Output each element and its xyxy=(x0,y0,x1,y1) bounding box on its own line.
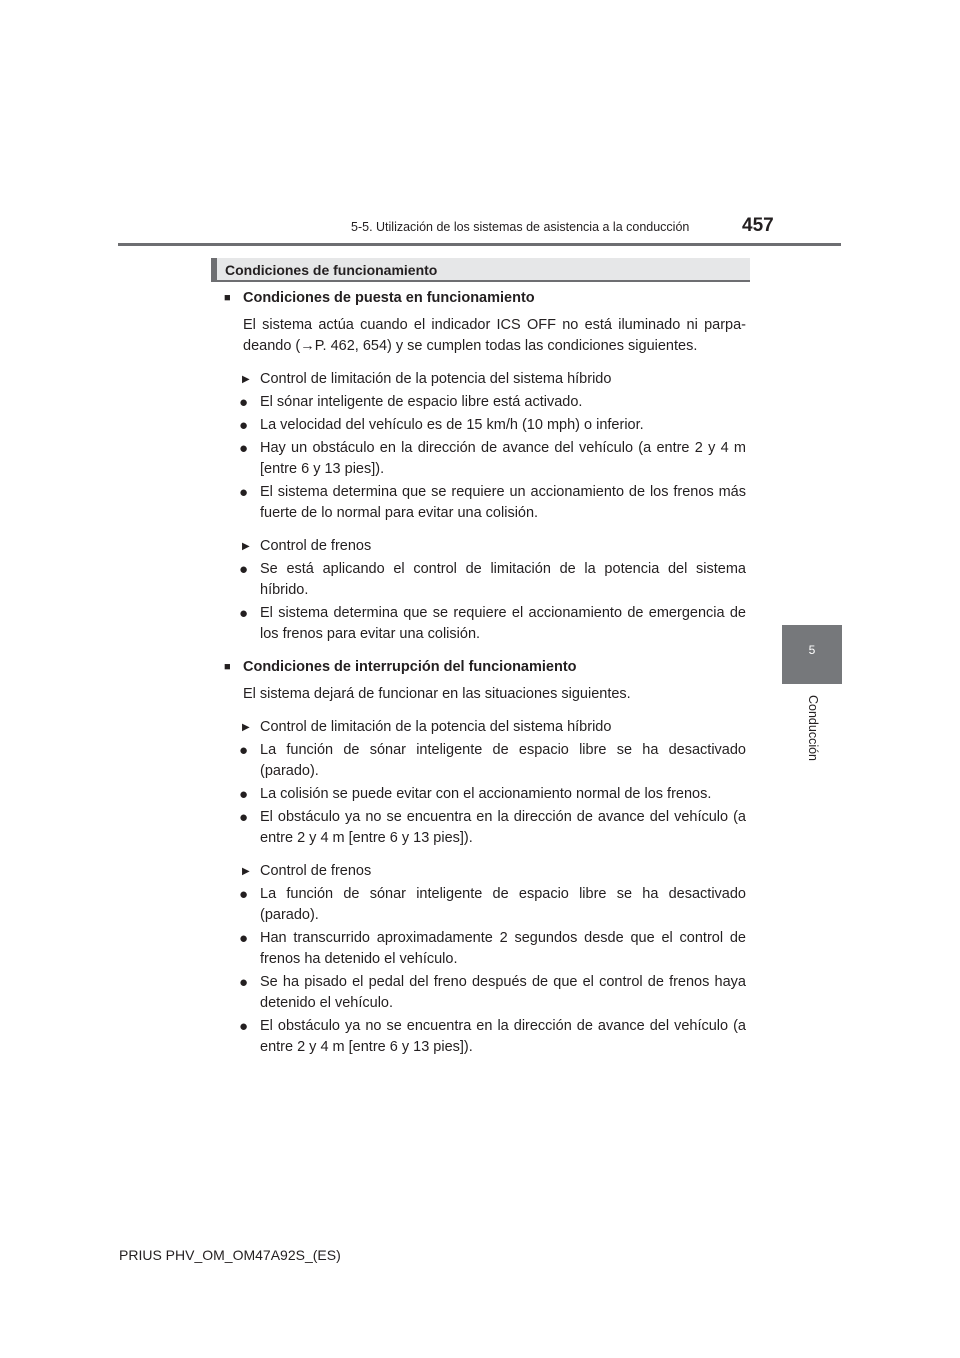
subheading-text: Condiciones de puesta en funcionamiento xyxy=(243,290,535,306)
chapter-label xyxy=(803,692,823,764)
round-bullet-icon: ● xyxy=(239,605,249,622)
round-bullet-icon: ● xyxy=(239,974,249,991)
square-bullet-icon: ■ xyxy=(224,661,231,673)
section-bar-accent xyxy=(211,258,217,280)
document-code: PRIUS PHV_OM_OM47A92S_(ES) xyxy=(119,1247,341,1263)
page-number: 457 xyxy=(742,215,774,236)
list-item: ● La función de sónar inteligente de espacio libre se ha desactivado (parado). xyxy=(224,740,746,782)
list-item: ● La función de sónar inteligente de espacio libre se ha desactivado (parado). xyxy=(224,884,746,926)
group-title-text: Control de limitación de la potencia del sistema híbrido xyxy=(260,371,612,387)
subheading-start-conditions xyxy=(224,288,746,309)
page-content xyxy=(224,288,746,1060)
triangle-bullet-icon: ▶ xyxy=(242,722,250,733)
list-item: ● La colisión se puede evitar con el accionamiento normal de los frenos. xyxy=(239,786,712,803)
list-item: ● El sistema determina que se requiere el accionamiento de emergencia de los frenos para evitar una colisión. xyxy=(224,603,746,645)
group-title-text: Control de frenos xyxy=(260,538,372,554)
group-title xyxy=(224,861,746,882)
list-item: ● El sistema determina que se requiere un accionamiento de los frenos más fuerte de lo normal para evitar una colisión. xyxy=(224,482,746,524)
list-item: ● Se ha pisado el pedal del freno después de que el control de frenos haya detenido el vehículo. xyxy=(224,972,746,1014)
list-item: ● El obstáculo ya no se encuentra en la dirección de avance del vehículo (a entre 2 y 4 m [entre 6 y 13 pies]). xyxy=(224,1016,746,1058)
triangle-bullet-icon: ▶ xyxy=(242,866,250,877)
group-title-text: Control de frenos xyxy=(260,863,372,879)
group-title-text: Control de limitación de la potencia del sistema híbrido xyxy=(260,719,612,735)
group-title xyxy=(224,536,746,557)
triangle-bullet-icon: ▶ xyxy=(242,541,250,552)
list-item: ● El obstáculo ya no se encuentra en la dirección de avance del vehículo (a entre 2 y 4 m [entre 6 y 13 pies]). xyxy=(224,807,746,849)
group-title xyxy=(224,369,746,390)
chapter-tab xyxy=(782,625,842,684)
subheading-text: Condiciones de interrupción del funcionamiento xyxy=(243,659,577,675)
round-bullet-icon: ● xyxy=(239,484,249,501)
running-header-section: 5-5. Utilización de los sistemas de asistencia a la conducción xyxy=(351,220,690,234)
subheading-stop-conditions xyxy=(224,657,746,678)
stop-conditions-intro: El sistema dejará de funcionar en las situaciones siguientes. xyxy=(243,686,631,702)
round-bullet-icon: ● xyxy=(239,930,249,947)
chapter-number: 5 xyxy=(808,643,816,657)
section-title-bar xyxy=(211,258,750,282)
group-title xyxy=(224,717,746,738)
round-bullet-icon: ● xyxy=(239,809,249,826)
square-bullet-icon: ■ xyxy=(224,292,231,304)
round-bullet-icon: ● xyxy=(239,417,249,434)
list-item: ● Se está aplicando el control de limitación de la potencia del sistema híbrido. xyxy=(224,559,746,601)
section-title: Condiciones de funcionamiento xyxy=(225,262,438,278)
triangle-bullet-icon: ▶ xyxy=(242,374,250,385)
list-item: ● La velocidad del vehículo es de 15 km/h (10 mph) o inferior. xyxy=(239,417,644,434)
round-bullet-icon: ● xyxy=(239,394,249,411)
list-item: ● Hay un obstáculo en la dirección de avance del vehículo (a entre 2 y 4 m [entre 6 y 13 pies]). xyxy=(224,438,746,480)
list-item: ● El sónar inteligente de espacio libre está activado. xyxy=(239,394,583,411)
header-divider xyxy=(118,243,841,246)
round-bullet-icon: ● xyxy=(239,886,249,903)
round-bullet-icon: ● xyxy=(239,742,249,759)
round-bullet-icon: ● xyxy=(239,561,249,578)
chapter-label-text: Conducción xyxy=(806,694,820,762)
round-bullet-icon: ● xyxy=(239,786,249,803)
round-bullet-icon: ● xyxy=(239,440,249,457)
round-bullet-icon: ● xyxy=(239,1018,249,1035)
start-conditions-intro: El sistema actúa cuando el indicador ICS OFF no está iluminado ni parpa-deando (→P. 462, 654) y se cumplen todas las condiciones siguientes. xyxy=(243,317,746,354)
list-item: ● Han transcurrido aproximadamente 2 segundos desde que el control de frenos ha detenido el vehículo. xyxy=(224,928,746,970)
